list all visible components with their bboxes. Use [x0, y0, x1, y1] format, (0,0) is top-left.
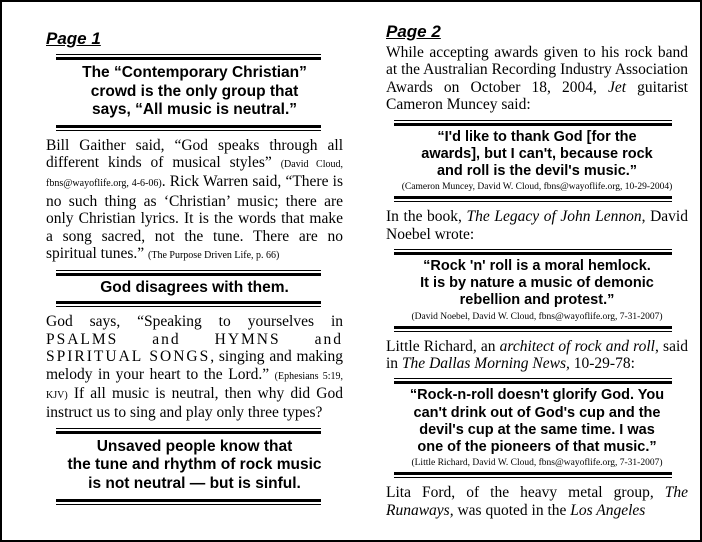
page-2-paragraph-3	[386, 338, 688, 373]
quote-line: “I'd like to thank God [for the	[437, 128, 637, 145]
page-1-paragraph-1	[46, 137, 343, 265]
page-2-paragraph-1	[386, 44, 688, 114]
quote-line: devil's cup at the same time. I was	[419, 421, 655, 438]
body-run: guitarist Cameron Muncey said:	[386, 78, 688, 114]
page-2-paragraph-2	[386, 208, 688, 243]
body-run: , said in	[386, 337, 689, 373]
page-1-column	[46, 2, 343, 505]
rule-bottom	[56, 125, 321, 131]
headline-line: says, “All music is neutral.”	[91, 101, 298, 118]
closing-line: Unsaved people know that	[96, 437, 293, 455]
body-run: Little Richard, an	[386, 337, 500, 355]
page-1-subheading-box: God disagrees with them.	[100, 279, 289, 297]
quote-line: It is by nature a music of demonic	[420, 275, 654, 292]
body-run: Bill Gaither said, “God speaks through all different kinds of musical styles”	[46, 136, 343, 171]
scripture-emphasis: PSALMS and HYMNS and SPIRITUAL SONGS	[46, 330, 343, 366]
quote-citation: (Cameron Muncey, David W. Cloud, fbns@wayoflife.org, 10-29-2004)	[401, 182, 673, 193]
quote-line: one of the pioneers of that music.”	[417, 439, 657, 456]
rule-bottom	[394, 472, 672, 478]
page-1-headline-box	[46, 60, 343, 125]
body-run: If all music is neutral, then why did God instruct us to sing and play only three types?	[46, 384, 343, 422]
body-run: , David Noebel wrote:	[386, 208, 688, 243]
closing-line: is not neutral — but is sinful.	[88, 474, 301, 492]
italic-run: The Runaways,	[386, 484, 688, 519]
page-2-column	[386, 2, 688, 525]
italic-run: The Legacy of John Lennon	[466, 208, 642, 226]
citation-inline: (The Purpose Driven Life, p. 66)	[148, 249, 280, 261]
quote-box-noebel	[386, 255, 688, 310]
citation-inline: (Ephesians 5:19, KJV)	[46, 370, 343, 401]
closing-line: the tune and rhythm of rock music	[67, 456, 322, 474]
quote-citation: (David Noebel, David W. Cloud, fbns@wayoflife.org, 7-31-2007)	[411, 311, 663, 322]
rule-bottom	[56, 499, 321, 505]
quote-line: “Rock-n-roll doesn't glorify God. You	[409, 387, 665, 404]
quote-citation: (Little Richard, David W. Cloud, fbns@wayoflife.org, 7-31-2007)	[411, 458, 663, 469]
italic-run: Jet	[608, 78, 627, 96]
rule-bottom	[56, 301, 321, 307]
page-1-paragraph-2	[46, 313, 343, 421]
quote-line: rebellion and protest.”	[459, 292, 615, 309]
rule-bottom	[394, 196, 672, 202]
body-run: was quoted in the	[453, 501, 571, 519]
quote-box-muncey	[386, 126, 688, 181]
body-run: 10-29-78:	[569, 355, 635, 373]
body-run: , singing and making melody in your heart to the Lord.”	[46, 348, 343, 383]
body-run: God says, “Speaking to yourselves in	[46, 313, 343, 331]
quote-box-little-richard	[386, 384, 688, 456]
quote-line: can't drink out of God's cup and the	[413, 404, 661, 421]
page-1-title: Page 1	[46, 29, 101, 48]
quote-line: “Rock 'n' roll is a moral hemlock.	[423, 258, 651, 275]
rule-bottom	[394, 326, 672, 332]
page-1-closing-box	[46, 434, 343, 500]
headline-line: crowd is the only group that	[90, 82, 299, 100]
page-2-paragraph-4	[386, 484, 688, 519]
citation-inline: (David Cloud, fbns@wayoflife.org, 4-6-06)	[46, 158, 343, 190]
body-run: While accepting awards given to his rock band at the Australian Recording Industry Association Awards on October 18, 2004,	[386, 44, 688, 96]
body-run: Lita Ford, of the heavy metal group,	[386, 484, 665, 502]
body-run: . Rick Warren said, “There is no such thing as ‘Christian’ music; there are only Christian lyrics. It is the words that make a song sacred, not the tune. There are no spiritual tunes.”	[46, 173, 343, 262]
body-run: In the book,	[386, 208, 467, 226]
italic-run: architect of rock and roll	[499, 337, 655, 355]
italic-run: Los Angeles	[570, 501, 646, 519]
headline-line: The “Contemporary Christian”	[82, 64, 307, 81]
italic-run: The Dallas Morning News,	[401, 355, 570, 373]
quote-line: awards], but I can't, because rock	[421, 145, 653, 162]
quote-line: and roll is the devil's music.”	[436, 163, 638, 180]
page-2-title: Page 2	[386, 22, 441, 41]
